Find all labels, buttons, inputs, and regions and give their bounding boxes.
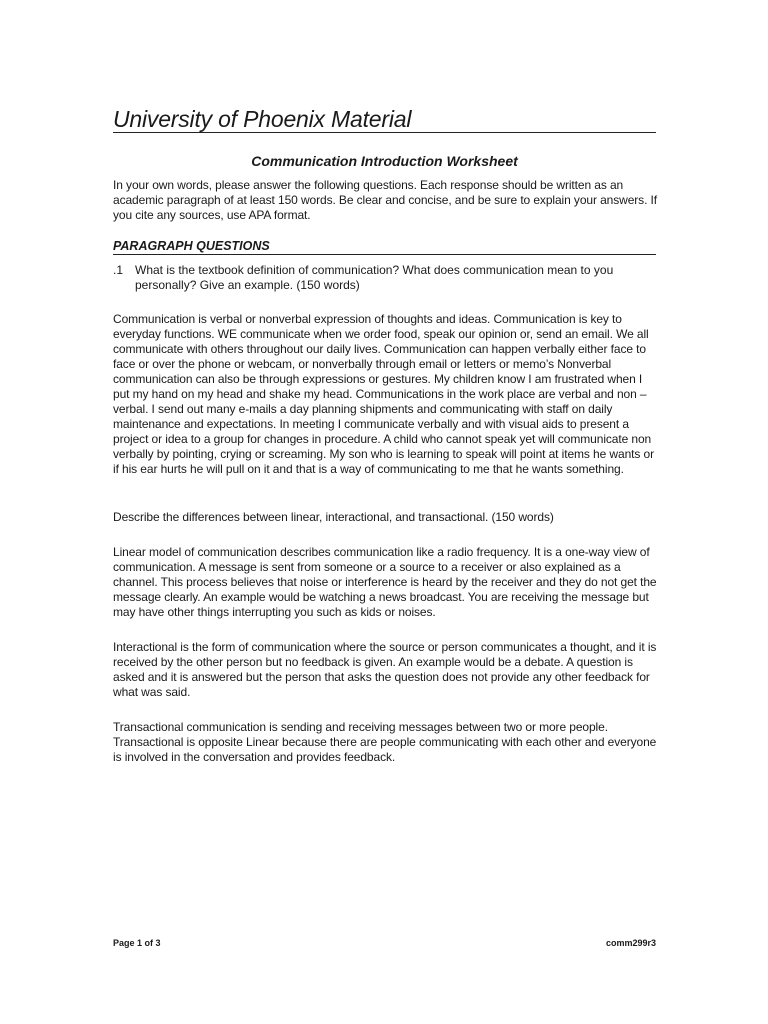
page-title: University of Phoenix Material <box>113 106 412 132</box>
section-heading: PARAGRAPH QUESTIONS <box>113 239 270 253</box>
question-text: What is the textbook definition of communication? What does communication mean to you personally? Give an example. (150 words) <box>135 263 614 292</box>
answer-interactional-paragraph: Interactional is the form of communication where the source or person communicates a thought, and it is received by the other person but no feedback is given. An example would be a debate. A question is asked and it is answered but the person that asks the question does not provide any other feedback for what was said. <box>113 640 657 699</box>
title-divider <box>113 132 656 133</box>
worksheet-subtitle: Communication Introduction Worksheet <box>251 153 518 169</box>
answer-linear-paragraph: Linear model of communication describes communication like a radio frequency. It is a one-way view of communication. A message is sent from someone or a source to a receiver or also explained as a channel. This process believes that noise or interference is heard by the receiver and they do not get the message clearly. An example would be watching a news broadcast. You are receiving the message but may have other things interrupting you such as kids or noises. <box>113 545 657 619</box>
answer-1-paragraph: Communication is verbal or nonverbal expression of thoughts and ideas. Communication is key to everyday functions. WE communicate when we order food, speak our opinion or, send an email. We all communicate with others throughout our daily lives. Communication can happen verbally either face to face or over the phone or webcam, or nonverbally through email or letters or memo’s Nonverbal communication can also be through expressions or gestures. My children know I am frustrated when I put my hand on my head and shake my head. Communications in the work place are verbal and non –verbal. I send out many e-mails a day planning shipments and communicating with staff on daily maintenance and expectations. In meeting I communicate verbally and with visual aids to present a project or idea to a group for changes in procedure. A child who cannot speak yet will communicate non verbally by pointing, crying or screaming. My son who is learning to speak will point at items he wants or if his ear hurts he will pull on it and that is a way of communicating to me that he wants something. <box>113 312 654 476</box>
page-number: Page 1 of 3 <box>113 938 161 948</box>
section-divider <box>113 254 656 255</box>
answer-transactional-paragraph: Transactional communication is sending and receiving messages between two or more people. Transactional is opposite Linear because there are people communicating with each other and everyone is involved in the conversation and provides feedback. <box>113 720 657 764</box>
intro-paragraph: In your own words, please answer the following questions. Each response should be written as an academic paragraph of at least 150 words. Be clear and concise, and be sure to explain your answers. If you cite any sources, use APA format. <box>113 178 658 222</box>
question-1 <box>113 263 658 293</box>
question-2: Describe the differences between linear, interactional, and transactional. (150 words) <box>113 510 554 524</box>
document-code: comm299r3 <box>605 938 656 948</box>
question-number: .1 <box>113 263 124 277</box>
